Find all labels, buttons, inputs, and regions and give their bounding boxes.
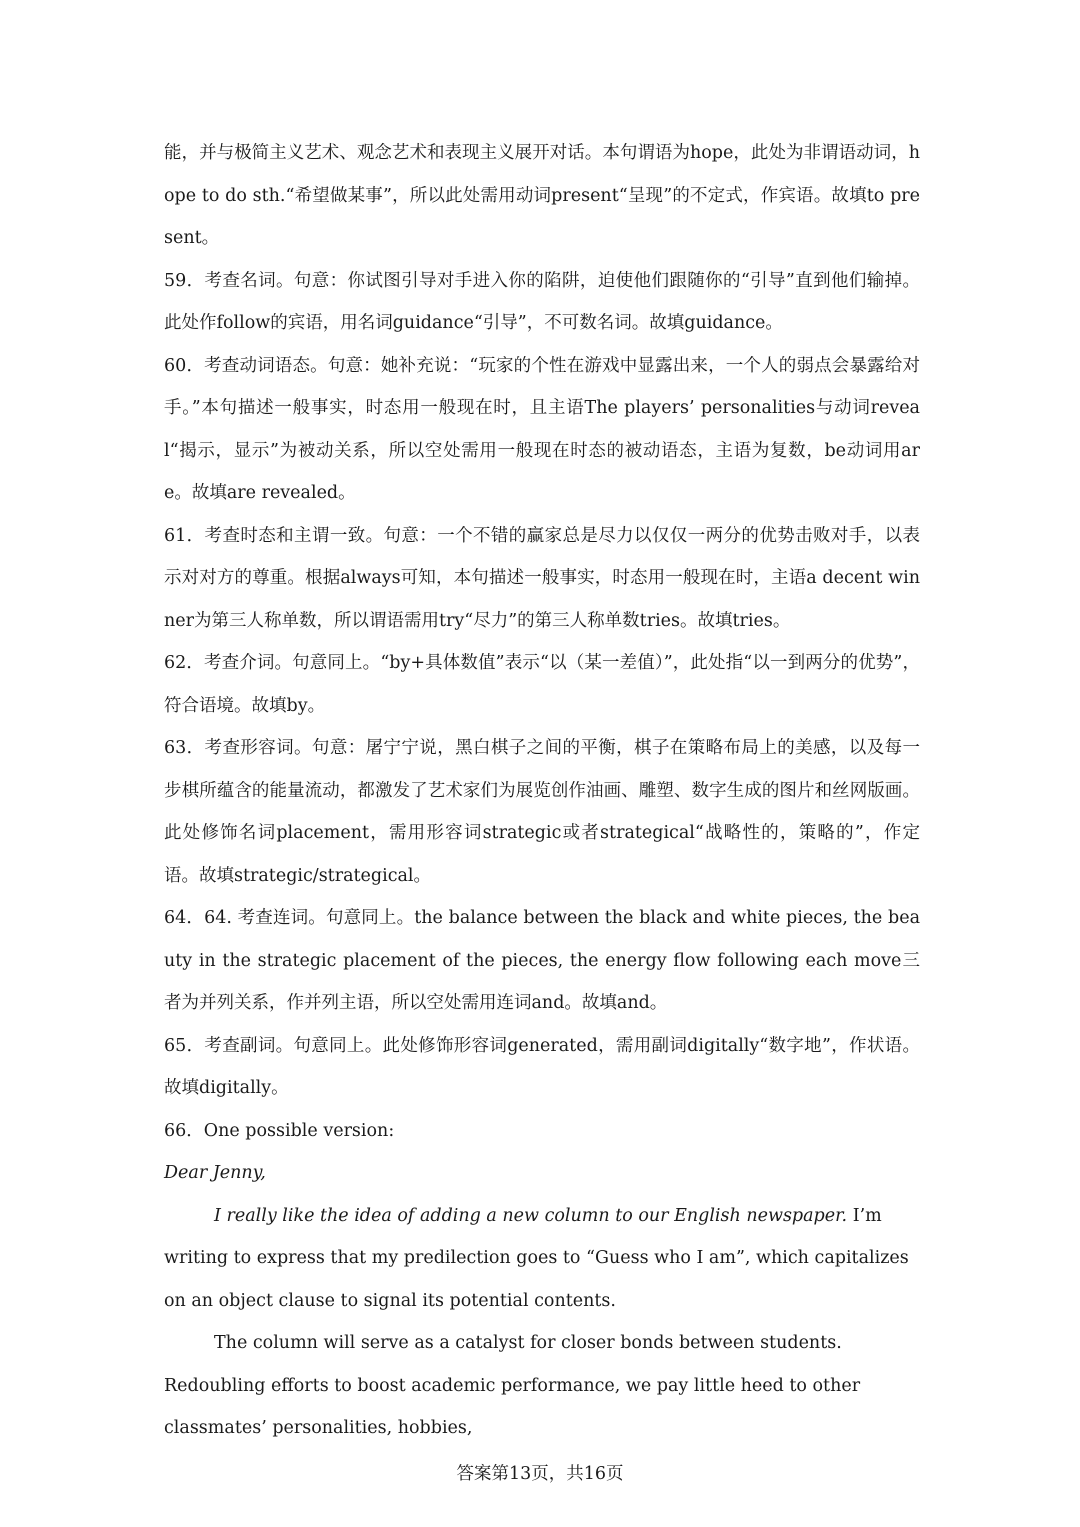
letter-salutation: Dear Jenny, [164,1163,266,1183]
letter-paragraph-2: The column will serve as a catalyst for closer bonds between students. Redoubling efforts to boost academic performance, we pay little heed to other classmates’ personalities, hobbies, [164,1333,861,1438]
answer-paragraph-63: 63．考查形容词。句意：屠宁宁说，黑白棋子之间的平衡，棋子在策略布局上的美感，以及每一步棋所蕴含的能量流动，都激发了艺术家们为展览创作油画、雕塑、数字生成的图片和丝网版画。此处修饰名词placement，需用形容词strategic或者strategical“战略性的，策略的”，作定语。故填strategic/strategical。 [164,738,920,886]
letter-paragraph-1-rest: I’m writing to express that my predilection goes to “Guess who I am”, which capitalizes on an object clause to signal its potential contents. [164,1205,909,1311]
answer-paragraph-58-cont: 能，并与极简主义艺术、观念艺术和表现主义展开对话。本句谓语为hope，此处为非谓语动词，hope to do sth.“希望做某事”，所以此处需用动词present“呈现”的不定式，作宾语。故填to present。 [164,143,920,248]
answer-paragraph-65: 65．考查副词。句意同上。此处修饰形容词generated，需用副词digitally“数字地”，作状语。故填digitally。 [164,1035,920,1098]
answer-paragraph-66: 66．One possible version: [164,1120,395,1141]
letter-paragraph-1 [164,1195,920,1323]
answer-paragraph-60: 60．考查动词语态。句意：她补充说：“玩家的个性在游戏中显露出来，一个人的弱点会暴露给对手。”本句描述一般事实，时态用一般现在时，且主语The players’ personalities与动词reveal“揭示，显示”为被动关系，所以空处需用一般现在时态的被动语态，主语为复数，be动词用are。故填are revealed。 [164,355,920,503]
answer-paragraph-62: 62．考查介词。句意同上。“by+具体数值”表示“以（某一差值）”，此处指“以一到两分的优势”，符合语境。故填by。 [164,653,920,716]
answer-paragraph-59: 59．考查名词。句意：你试图引导对手进入你的陷阱，迫使他们跟随你的“引导”直到他们输掉。此处作follow的宾语，用名词guidance“引导”，不可数名词。故填guidance。 [164,270,920,333]
letter-opening-sentence: I really like the idea of adding a new column to our English newspaper. [214,1205,848,1226]
answer-page-body [164,132,920,1450]
answer-paragraph-64: 64．64. 考查连词。句意同上。the balance between the black and white pieces, the beauty in the strategic placement of the pieces, the energy flow following each move三者为并列关系，作并列主语，所以空处需用连词and。故填and。 [164,908,920,1013]
page-number-footer: 答案第13页，共16页 [456,1464,624,1484]
answer-paragraph-61: 61．考查时态和主谓一致。句意：一个不错的赢家总是尽力以仅仅一两分的优势击败对手，以表示对对方的尊重。根据always可知，本句描述一般事实，时态用一般现在时，主语a decent winner为第三人称单数，所以谓语需用try“尽力”的第三人称单数tries。故填tries。 [164,525,920,631]
